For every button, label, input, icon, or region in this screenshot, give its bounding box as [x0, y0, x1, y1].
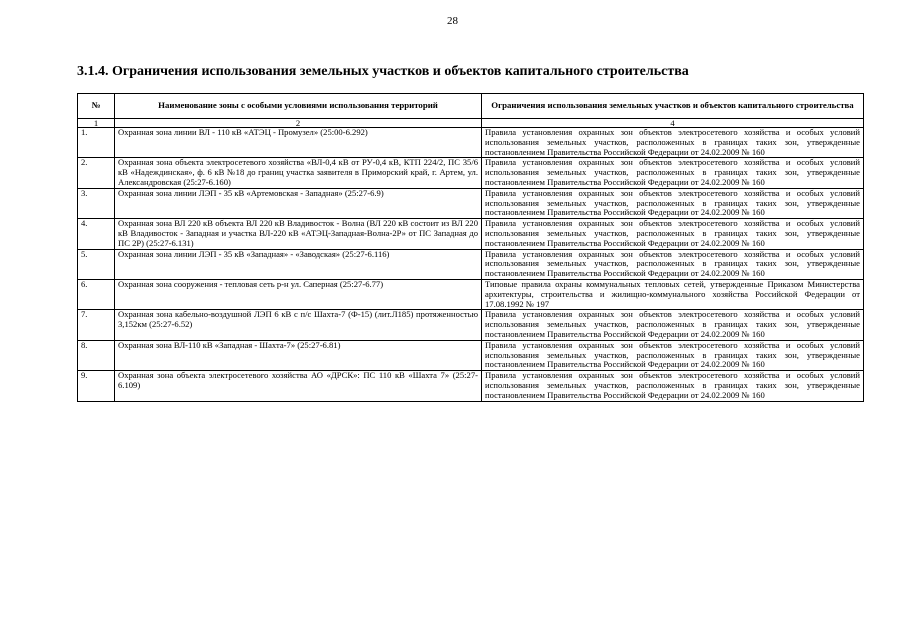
- restriction-text: Правила установления охранных зон объектов электросетевого хозяйства и особых условий использования земельных участков, расположенных в границах таких зон, утвержденные постановлением Правительства Российской Федерации от 24.02.2009 № 160: [482, 128, 864, 158]
- row-number: 6.: [78, 279, 115, 309]
- column-number: 2: [115, 119, 482, 128]
- table-row: [78, 188, 864, 218]
- row-number: 2.: [78, 158, 115, 188]
- row-number: 5.: [78, 249, 115, 279]
- table-row: [78, 249, 864, 279]
- restriction-text: Правила установления охранных зон объектов электросетевого хозяйства и особых условий использования земельных участков, расположенных в границах таких зон, утвержденные постановлением Правительства Российской Федерации от 24.02.2009 № 160: [482, 340, 864, 370]
- restriction-text: Правила установления охранных зон объектов электросетевого хозяйства и особых условий использования земельных участков, расположенных в границах таких зон, утвержденные постановлением Правительства Российской Федерации от 24.02.2009 № 160: [482, 310, 864, 340]
- zone-name: Охранная зона сооружения - тепловая сеть р-н ул. Саперная (25:27-6.77): [115, 279, 482, 309]
- row-number: 7.: [78, 310, 115, 340]
- column-number: 4: [482, 119, 864, 128]
- row-number: 1.: [78, 128, 115, 158]
- header-zone: Наименование зоны с особыми условиями использования территорий: [115, 94, 482, 119]
- table-row: [78, 371, 864, 401]
- table-row: [78, 158, 864, 188]
- zone-name: Охранная зона линии ВЛ - 110 кВ «АТЭЦ - Промузел» (25:00-6.292): [115, 128, 482, 158]
- header-restriction: Ограничения использования земельных участков и объектов капитального строительства: [482, 94, 864, 119]
- header-num: №: [78, 94, 115, 119]
- zone-name: Охранная зона ВЛ 220 кВ объекта ВЛ 220 кВ Владивосток - Волна (ВЛ 220 кВ состоит из ВЛ 220 кВ Владивосток - Западная и участка ВЛ-220 кВ «АТЭЦ-Западная-Волна-2Р» от ПС Западная до ПС 2Р) (25:27-6.131): [115, 219, 482, 249]
- zone-name: Охранная зона ВЛ-110 кВ «Западная - Шахта-7» (25:27-6.81): [115, 340, 482, 370]
- restrictions-table: [77, 93, 864, 402]
- zone-name: Охранная зона кабельно-воздушной ЛЭП 6 кВ с п/с Шахта-7 (Ф-15) (лит.Л185) протяженностью 3,152км (25:27-6.52): [115, 310, 482, 340]
- zone-name: Охранная зона линии ЛЭП - 35 кВ «Артемовская - Западная» (25:27-6.9): [115, 188, 482, 218]
- row-number: 4.: [78, 219, 115, 249]
- restriction-text: Правила установления охранных зон объектов электросетевого хозяйства и особых условий использования земельных участков, расположенных в границах таких зон, утвержденные постановлением Правительства Российской Федерации от 24.02.2009 № 160: [482, 371, 864, 401]
- table-row: [78, 310, 864, 340]
- column-number: 1: [78, 119, 115, 128]
- restriction-text: Правила установления охранных зон объектов электросетевого хозяйства и особых условий использования земельных участков, расположенных в границах таких зон, утвержденные постановлением Правительства Российской Федерации от 24.02.2009 № 160: [482, 219, 864, 249]
- restriction-text: Правила установления охранных зон объектов электросетевого хозяйства и особых условий использования земельных участков, расположенных в границах таких зон, утвержденные постановлением Правительства Российской Федерации от 24.02.2009 № 160: [482, 249, 864, 279]
- restriction-text: Правила установления охранных зон объектов электросетевого хозяйства и особых условий использования земельных участков, расположенных в границах таких зон, утвержденные постановлением Правительства Российской Федерации от 24.02.2009 № 160: [482, 158, 864, 188]
- table-row: [78, 128, 864, 158]
- zone-name: Охранная зона объекта электросетевого хозяйства АО «ДРСК»: ПС 110 кВ «Шахта 7» (25:27-6.109): [115, 371, 482, 401]
- row-number: 3.: [78, 188, 115, 218]
- restriction-text: Правила установления охранных зон объектов электросетевого хозяйства и особых условий использования земельных участков, расположенных в границах таких зон, утвержденные постановлением Правительства Российской Федерации от 24.02.2009 № 160: [482, 188, 864, 218]
- table-header-row: [78, 94, 864, 119]
- page-number: 28: [447, 15, 458, 27]
- table-row: [78, 219, 864, 249]
- zone-name: Охранная зона объекта электросетевого хозяйства «ВЛ-0,4 кВ от РУ-0,4 кВ, КТП 224/2, ПС 35/6 кВ «Надеждинская», ф. 6 кВ №18 до границ участка заявителя в Приморский край, г. Артем, ул. Александровская (25:27-6.160): [115, 158, 482, 188]
- section-title: 3.1.4. Ограничения использования земельных участков и объектов капитального строительства: [77, 64, 689, 79]
- zone-name: Охранная зона линии ЛЭП - 35 кВ «Западная» - «Заводская» (25:27-6.116): [115, 249, 482, 279]
- row-number: 8.: [78, 340, 115, 370]
- row-number: 9.: [78, 371, 115, 401]
- table-row: [78, 279, 864, 309]
- table-row: [78, 340, 864, 370]
- restriction-text: Типовые правила охраны коммунальных тепловых сетей, утвержденные Приказом Министерства архитектуры, строительства и жилищно-коммунального хозяйства Российской Федерации от 17.08.1992 № 197: [482, 279, 864, 309]
